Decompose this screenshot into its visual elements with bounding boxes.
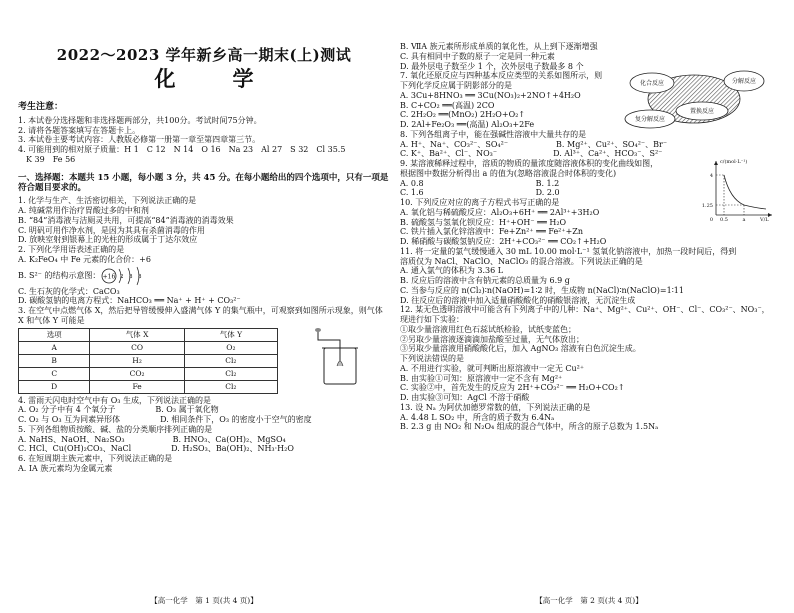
- question-stem: 7. 氧化还原反应与四种基本反应类型的关系如图所示，则: [400, 71, 603, 81]
- table-cell: Fe: [90, 380, 184, 393]
- graph-tick-y1: 4: [709, 173, 713, 179]
- question-8: [400, 130, 778, 159]
- table-cell: CO: [90, 341, 184, 354]
- options-cd: C. 1.6 D. 2.0: [400, 188, 560, 198]
- experiment-2: ②另取少量溶液逐滴滴加盐酸至过量，无气体放出；: [400, 334, 584, 344]
- notice-item: 4. 可能用到的相对原子质量：H 1 C 12 N 14 O 16 Na 23 Al 27 S 32 Cl 35.5: [18, 145, 346, 155]
- table-header: 气体 Y: [184, 328, 277, 341]
- page-footer-left: 【高一化学 第 1 页(共 4 页)】: [150, 595, 258, 605]
- question-stem: 2. 下列化学用语表述正确的是: [18, 245, 125, 255]
- table-header-row: [19, 328, 278, 341]
- svg-text:+16: +16: [103, 273, 116, 281]
- graph-tick-x1: 0.5: [720, 217, 728, 223]
- option-c: C. 明矾可用作净水剂，是因为其具有杀菌消毒的作用: [18, 225, 205, 235]
- option-a: A. ⅠA 族元素均为金属元素: [18, 463, 113, 473]
- venn-label-displacement: 置换反应: [689, 108, 715, 116]
- question-stem: 10. 下列反应对应的离子方程式书写正确的是: [400, 198, 560, 207]
- table-cell: H₂: [90, 354, 184, 367]
- question-stem-2: 现进行如下实验：: [400, 315, 464, 324]
- graph-tick-y2: 1.25: [701, 203, 713, 209]
- table-cell: Cl₂: [184, 354, 277, 367]
- table-row: [19, 354, 278, 367]
- question-4: [18, 396, 390, 425]
- table-cell: Cl₂: [184, 380, 277, 393]
- question-stem: 6. 在短周期主族元素中，下列说法正确的是: [18, 454, 173, 464]
- option-d: D. 碳酸氢钠的电离方程式：NaHCO₃ ══ Na⁺ + H⁺ + CO₃²⁻: [18, 296, 241, 306]
- question-stem: 5. 下列各组物质按酸、碱、盐的分类顺序排列正确的是: [18, 424, 213, 434]
- options-ab: A. O₂ 分子中有 4 个氧分子 B. O₃ 属于氧化物: [18, 405, 219, 415]
- option-a: A. 不用进行实验，就可判断出原溶液中一定无 Cu²⁺: [400, 363, 585, 373]
- question-13: [400, 403, 778, 432]
- options-cd: C. O₂ 与 O₃ 互为同素异形体 D. 相同条件下，O₃ 的密度小于空气的密度: [18, 415, 312, 425]
- question-stem-2: 溶质仅为 NaCl、NaClO、NaClO₃ 的混合溶液。下列说法正确的是: [400, 256, 643, 266]
- reaction-venn-diagram: [622, 67, 772, 131]
- option-c: C. 实验②中，首先发生的反应为 2H⁺+CO₃²⁻ ══ H₂O+CO₂↑: [400, 383, 625, 393]
- question-7: [400, 71, 778, 130]
- option-c: C. 铁片插入氯化锌溶液中：Fe+Zn²⁺ ══ Fe²⁺+Zn: [400, 227, 584, 237]
- venn-label-decomposition: 分解反应: [731, 78, 757, 86]
- experiment-1: ①取少量溶液用红色石蕊试纸检验，试纸变蓝色；: [400, 324, 576, 334]
- question-stem: 1. 化学与生产、生活密切相关，下列说法正确的是: [18, 196, 197, 206]
- section-1-heading: 一、选择题：本题共 15 小题，每小题 3 分，共 45 分。在每小题给出的四个选项中，只有一项是符合题目要求的。: [18, 172, 389, 193]
- question-stem: 4. 雷雨天闪电时空气中有 O₃ 生成，下列说法正确的是: [18, 395, 212, 405]
- table-row: [19, 380, 278, 393]
- table-row: [19, 367, 278, 380]
- dilution-curve-graph: [700, 157, 776, 223]
- option-d: D. 稀硝酸与碳酸氢钠反应：2H⁺+CO₃²⁻ ══ CO₂↑+H₂O: [400, 237, 607, 246]
- venn-label-combination: 化合反应: [639, 80, 665, 88]
- option-a: A. 氧化铝与稀硫酸反应：Al₂O₃+6H⁺ ══ 2Al³⁺+3H₂O: [400, 207, 600, 217]
- notice-item: 1. 本试卷分选择题和非选择题两部分，共100分。考试时间75分钟。: [18, 115, 262, 125]
- table-cell: O₂: [184, 341, 277, 354]
- option-d: D. 2Al+Fe₂O₃ ══(高温) Al₂O₃+2Fe: [400, 120, 535, 129]
- question-stem: 3. 在空气中点燃气体 X，然后把导管缓慢伸入盛满气体 Y 的集气瓶中，可观察到如图所示现象，则气体 X 和气体 Y 可能是: [18, 306, 383, 325]
- question-stem: 11. 将一定量的氯气缓慢通入 30 mL 10.00 mol·L⁻¹ 氢氧化钠溶液中，加热一段时间后，得到: [400, 246, 737, 256]
- option-d: D. 最外层电子数至少 1 个，次外层电子数最多 8 个: [400, 61, 584, 71]
- svg-text:8: 8: [138, 273, 142, 280]
- option-b: B. 反应后的溶液中含有钠元素的总质量为 6.9 g: [400, 276, 570, 285]
- notice-list: [18, 116, 390, 165]
- notice-title: 考生注意：: [18, 101, 64, 112]
- option-c: C. 具有相同中子数的原子一定是同一种元素: [400, 51, 555, 61]
- option-b: B. “84”消毒液与洁厕灵共用，可提高“84”消毒液的消毒效果: [18, 215, 234, 225]
- option-d: D. 往反应后的溶液中加入适量硝酸酸化的硝酸银溶液，无沉淀生成: [400, 295, 636, 305]
- question-prompt: 下列说法错误的是: [400, 354, 464, 363]
- question-stem-2: 根据图中数据分析得出 a 的值为(忽略溶液混合时体积的变化): [400, 168, 617, 178]
- option-c: C. 当参与反应的 n(Cl₂)∶n(NaOH)=1∶2 时，生成物 n(NaCl)∶n(NaClO)=1∶11: [400, 285, 684, 295]
- table-row: [19, 341, 278, 354]
- table-header: 选项: [19, 328, 90, 341]
- graph-xlabel: V/L: [760, 217, 769, 223]
- svg-text:8: 8: [129, 273, 133, 280]
- option-a: A. 3Cu+8HNO₃ ══ 3Cu(NO₃)₂+2NO↑+4H₂O: [400, 90, 581, 100]
- option-c: C. 2H₂O₂ ══(MnO₂) 2H₂O+O₂↑: [400, 110, 526, 120]
- options-ab: A. H⁺、Na⁺、CO₃²⁻、SO₄²⁻ B. Mg²⁺、Cu²⁺、SO₄²⁻、Br⁻: [400, 139, 668, 149]
- question-3: [18, 306, 390, 394]
- question-5: [18, 425, 390, 454]
- option-b: B. C+CO₂ ══(高温) 2CO: [400, 100, 495, 110]
- option-a: A. 纯碱常用作治疗胃酸过多的中和剂: [18, 206, 149, 216]
- option-a: A. K₂FeO₄ 中 Fe 元素的化合价：+6: [18, 254, 151, 264]
- q3-options-table: [18, 328, 278, 394]
- svg-text:2: 2: [120, 273, 124, 280]
- question-stem: 8. 下列各组离子中，能在强碱性溶液中大量共存的是: [400, 129, 587, 139]
- table-header: 气体 X: [90, 328, 184, 341]
- options-cd: C. HCl、Cu(OH)₂CO₃、NaCl D. H₂SO₃、Ba(OH)₂、NH₃·H₂O: [18, 444, 294, 454]
- question-stem: 9. 某溶液稀释过程中，溶质的物质的量浓度随溶液体积的变化曲线如图，: [400, 159, 659, 168]
- options-ab: A. 0.8 B. 1.2: [400, 178, 560, 188]
- question-1: [18, 196, 390, 245]
- option-b: B. 2.3 g 由 NO₂ 和 N₂O₄ 组成的混合气体中，所含的原子总数为 1.5Nₐ: [400, 422, 659, 432]
- option-b: B. S²⁻ 的结构示意图：: [18, 270, 101, 280]
- right-page: [400, 0, 778, 613]
- gas-jar-apparatus-figure: [310, 326, 370, 388]
- table-cell: B: [19, 354, 90, 367]
- subject-title: 化 学: [154, 66, 272, 92]
- notice-item: 2. 请将各题答案填写在答题卡上。: [18, 125, 141, 135]
- option-d: D. 放映室射到银幕上的光柱的形成属于丁达尔效应: [18, 235, 198, 245]
- question-stem: 13. 设 Nₐ 为阿伏加德罗常数的值，下列说法正确的是: [400, 402, 591, 412]
- option-c: C. 生石灰的化学式：CaCO₃: [18, 286, 120, 296]
- question-stem-2: 下列化学反应属于阴影部分的是: [400, 81, 512, 90]
- question-11: [400, 247, 778, 306]
- question-6: [18, 454, 390, 474]
- page-footer-right: 【高一化学 第 2 页(共 4 页)】: [535, 595, 643, 605]
- option-a: A. 通入氯气的体积为 3.36 L: [400, 266, 504, 276]
- notice-item: K 39 Fe 56: [18, 154, 76, 164]
- table-cell: C: [19, 367, 90, 380]
- options-ab: A. NaHS、NaOH、Na₂SO₃ B. HNO₃、Ca(OH)₂、MgSO₄: [18, 434, 286, 444]
- table-cell: CO₂: [90, 367, 184, 380]
- question-2: [18, 245, 390, 306]
- options-cd: C. K⁺、Ba²⁺、Cl⁻、NO₃⁻ D. Al³⁺、Ca²⁺、HCO₃⁻、S²⁻: [400, 149, 663, 159]
- experiment-3: ③另取少量溶液用硝酸酸化后，加入 AgNO₃ 溶液有白色沉淀生成。: [400, 344, 641, 354]
- option-b: B. 由实验①可知：原溶液中一定不含有 Mg²⁺: [400, 373, 563, 383]
- question-stem: 12. 某无色透明溶液中可能含有下列离子中的几种：Na⁺、Mg²⁺、Cu²⁺、OH⁻、Cl⁻、CO₃²⁻、NO₃⁻，: [400, 305, 770, 315]
- table-cell: Cl₂: [184, 367, 277, 380]
- table-cell: A: [19, 341, 90, 354]
- option-b: B. 硫酸氢与氢氧化钡反应：H⁺+OH⁻ ══ H₂O: [400, 217, 567, 227]
- notice-item: 3. 本试卷主要考试内容：人教版必修第一册第一章至第四章第三节。: [18, 135, 261, 145]
- exam-title: 2022～2023 学年新乡高一期末(上)测试: [56, 46, 352, 64]
- option-b: B. ⅦA 族元素所形成单质的氧化性，从上到下逐渐增强: [400, 42, 598, 51]
- graph-tick-x2: a: [742, 217, 746, 223]
- sulfide-ion-structure-diagram: [100, 265, 150, 287]
- table-cell: D: [19, 380, 90, 393]
- option-a: A. 4.48 L SO₂ 中，所含的质子数为 6.4Nₐ: [400, 412, 555, 422]
- left-page: [18, 0, 390, 613]
- question-12: [400, 305, 778, 403]
- option-d: D. 由实验③可知：AgCl 不溶于硝酸: [400, 393, 530, 402]
- graph-ylabel: c/(mol·L⁻¹): [720, 159, 748, 165]
- graph-origin: 0: [709, 217, 713, 223]
- venn-label-double-displacement: 复分解反应: [634, 116, 666, 124]
